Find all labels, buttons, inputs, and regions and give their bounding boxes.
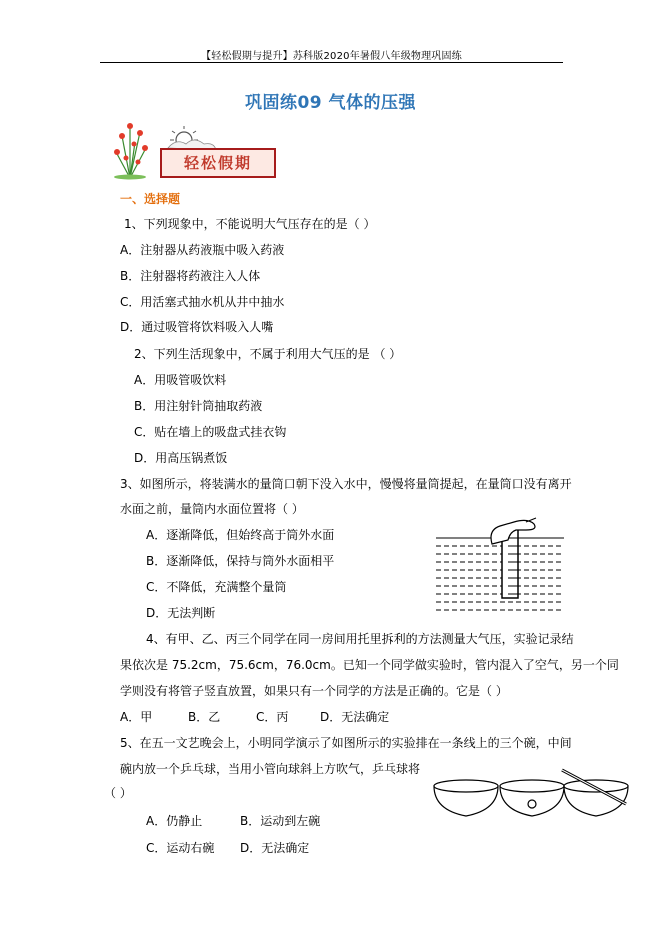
three-bowls-figure <box>430 764 630 820</box>
q2-option-c: C．贴在墙上的吸盘式挂衣钩 <box>134 425 287 439</box>
q5-stem-line3: （ ） <box>104 786 132 800</box>
q4-stem-line1: 4、有甲、乙、丙三个同学在同一房间用托里拆利的方法测量大气压，实验记录结 <box>146 632 574 646</box>
q4-option-d: D．无法确定 <box>320 710 390 724</box>
q4-option-c: C．丙 <box>256 710 289 724</box>
q3-option-d: D．无法判断 <box>146 606 216 620</box>
header-rule <box>100 62 563 63</box>
q2-option-d: D．用高压锅煮饭 <box>134 451 228 465</box>
q1-option-d: D．通过吸管将饮料吸入人嘴 <box>120 320 274 334</box>
q4-stem-line3: 学则没有将管子竖直放置，如果只有一个同学的方法是正确的。它是（ ） <box>120 684 508 698</box>
cylinder-in-water-figure <box>436 516 564 614</box>
q5-option-d: D．无法确定 <box>240 841 310 855</box>
q3-option-b: B．逐渐降低，保持与筒外水面相平 <box>146 554 335 568</box>
q3-option-c: C．不降低，充满整个量筒 <box>146 580 287 594</box>
banner-label: 轻松假期 <box>160 148 276 178</box>
q5-stem-line2: 碗内放一个乒乓球，当用小管向球斜上方吹气，乒乓球将 <box>120 762 421 776</box>
q3-stem-line2: 水面之前，量筒内水面位置将（ ） <box>120 502 304 516</box>
holiday-banner <box>108 118 278 180</box>
page-header: 【轻松假期与提升】苏科版2020年暑假八年级物理巩固练 <box>201 51 462 62</box>
q1-stem: 1、下列现象中，不能说明大气压存在的是（ ） <box>124 217 376 231</box>
q2-option-a: A．用吸管吸饮料 <box>134 373 227 387</box>
q4-stem-line2: 果依次是 75.2cm，75.6cm，76.0cm。已知一个同学做实验时，管内混入了空气，另一个同 <box>120 658 619 672</box>
section-heading: 一、选择题 <box>120 192 181 206</box>
q5-option-a: A．仍静止 <box>146 814 203 828</box>
q3-stem-line1: 3、如图所示，将装满水的量筒口朝下没入水中，慢慢将量筒提起，在量筒口没有离开 <box>120 477 572 491</box>
q1-option-b: B．注射器将药液注入人体 <box>120 269 261 283</box>
q1-option-c: C．用活塞式抽水机从井中抽水 <box>120 295 285 309</box>
q2-stem: 2、下列生活现象中，不属于利用大气压的是 （ ） <box>134 347 402 361</box>
q3-option-a: A．逐渐降低，但始终高于筒外水面 <box>146 528 335 542</box>
q5-stem-line1: 5、在五一文艺晚会上，小明同学演示了如图所示的实验排在一条线上的三个碗，中间 <box>120 736 572 750</box>
q5-option-c: C．运动右碗 <box>146 841 215 855</box>
page-title: 巩固练09 气体的压强 <box>244 93 417 113</box>
q4-option-a: A．甲 <box>120 710 153 724</box>
q4-option-b: B．乙 <box>188 710 221 724</box>
q1-option-a: A．注射器从药液瓶中吸入药液 <box>120 243 285 257</box>
q5-option-b: B．运动到左碗 <box>240 814 321 828</box>
q2-option-b: B．用注射针筒抽取药液 <box>134 399 263 413</box>
